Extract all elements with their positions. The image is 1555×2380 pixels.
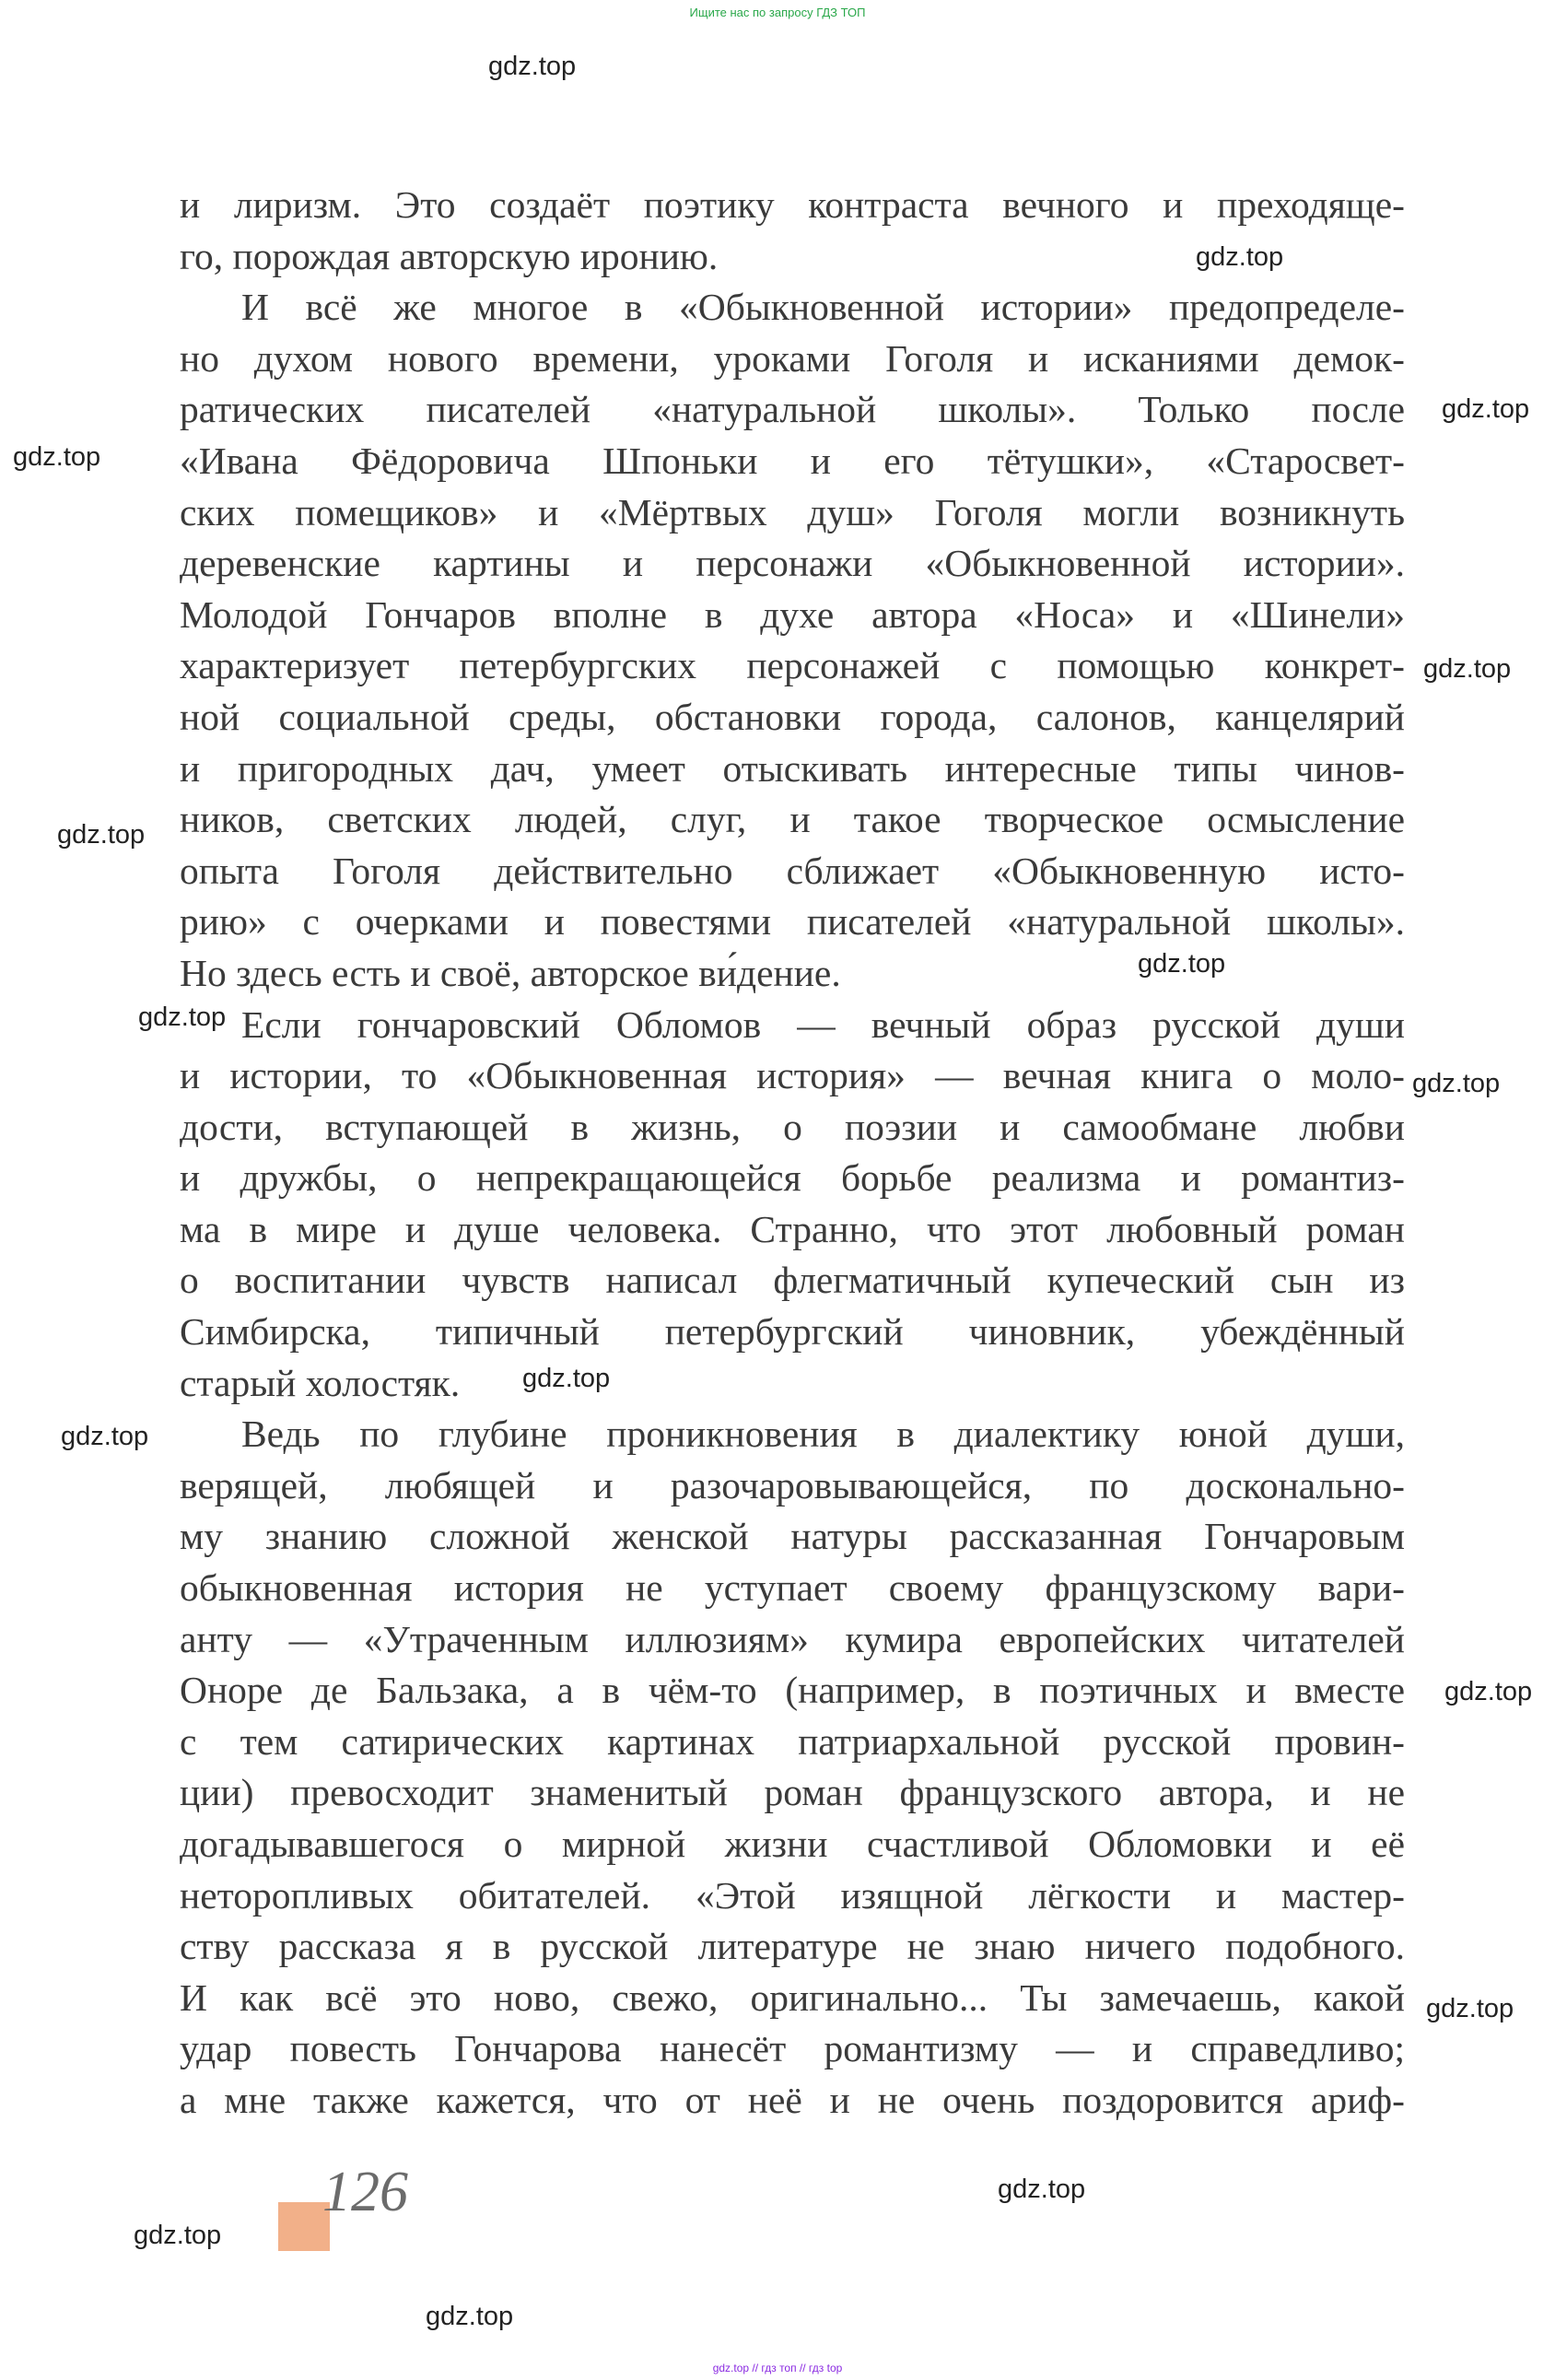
text-line: анту — «Утраченным иллюзиям» кумира европейских читателей bbox=[180, 1617, 1405, 1660]
text-line: деревенские картины и персонажи «Обыкновенной истории». bbox=[180, 542, 1405, 585]
text-line: Симбирска, типичный петербургский чиновник, убеждённый bbox=[180, 1310, 1405, 1354]
watermark: gdz.top bbox=[998, 2175, 1086, 2204]
watermark: gdz.top bbox=[426, 2302, 514, 2331]
text-line: но духом нового времени, уроками Гоголя и исканиями демок- bbox=[180, 336, 1405, 380]
text-line: ма в мире и душе человека. Странно, что этот любовный роман bbox=[180, 1207, 1405, 1250]
watermark: gdz.top bbox=[1426, 1994, 1514, 2023]
text-line: Если гончаровский Обломов — вечный образ русской души bbox=[241, 1002, 1405, 1046]
text-line: о воспитании чувств написал флегматичный купеческий сын из bbox=[180, 1259, 1405, 1302]
header-note: Ищите нас по запросу ГДЗ ТОП bbox=[689, 6, 866, 19]
text-line: и пригородных дач, умеет отыскивать интересные типы чинов- bbox=[180, 746, 1405, 790]
watermark: gdz.top bbox=[138, 1002, 227, 1032]
watermark: gdz.top bbox=[1196, 242, 1284, 272]
body-text bbox=[180, 180, 1405, 2127]
watermark: gdz.top bbox=[1444, 1677, 1533, 1706]
text-line: «Ивана Фёдоровича Шпоньки и его тётушки», «Старосвет- bbox=[180, 439, 1405, 482]
text-line: ников, светских людей, слуг, и такое творческое осмысление bbox=[180, 798, 1405, 841]
text-line: Ведь по глубине проникновения в диалектику юной души, bbox=[241, 1413, 1405, 1456]
text-line: му знанию сложной женской натуры рассказанная Гончаровым bbox=[180, 1515, 1405, 1558]
text-line: с тем сатирических картинах патриархальной русской провин- bbox=[180, 1719, 1405, 1763]
text-line: обыкновенная история не уступает своему французскому вари- bbox=[180, 1566, 1405, 1610]
watermark: gdz.top bbox=[57, 820, 146, 850]
text-line: а мне также кажется, что от неё и не очень поздоровится ариф- bbox=[180, 2078, 1405, 2121]
text-line: дости, вступающей в жизнь, о поэзии и самообмане любви bbox=[180, 1105, 1405, 1148]
watermark: gdz.top bbox=[522, 1364, 611, 1393]
text-line: и лиризм. Это создаёт поэтику контраста вечного и преходяще- bbox=[180, 183, 1405, 226]
text-line: характеризует петербургских персонажей с помощью конкрет- bbox=[180, 644, 1405, 687]
footer-note: gdz.top // гдз топ // гдз top bbox=[712, 2362, 843, 2374]
watermark: gdz.top bbox=[61, 1422, 149, 1451]
text-line: Но здесь есть и своё, авторское ви́дение. bbox=[180, 951, 841, 994]
text-line: старый холостяк. bbox=[180, 1361, 461, 1404]
text-line: ции) превосходит знаменитый роман французского автора, и не bbox=[180, 1771, 1405, 1814]
text-line: опыта Гоголя действительно сближает «Обыкновенную исто- bbox=[180, 849, 1405, 892]
watermark: gdz.top bbox=[488, 52, 577, 81]
text-line: ратических писателей «натуральной школы». Только после bbox=[180, 388, 1405, 431]
watermark: gdz.top bbox=[1442, 394, 1530, 424]
text-line: Оноре де Бальзака, а в чём-то (например, в поэтичных и вместе bbox=[180, 1669, 1405, 1712]
text-line: верящей, любящей и разочаровывающейся, по досконально- bbox=[180, 1463, 1405, 1507]
text-line: И как всё это ново, свежо, оригинально... Ты замечаешь, какой bbox=[180, 1976, 1405, 2019]
text-line: го, порождая авторскую иронию. bbox=[180, 234, 719, 277]
text-line: Молодой Гончаров вполне в духе автора «Носа» и «Шинели» bbox=[180, 592, 1405, 636]
text-line: и истории, то «Обыкновенная история» — вечная книга о моло- bbox=[180, 1054, 1405, 1097]
text-line: и дружбы, о непрекращающейся борьбе реализма и романтиз- bbox=[180, 1156, 1405, 1200]
text-line: неторопливых обитателей. «Этой изящной лёгкости и мастер- bbox=[180, 1873, 1405, 1917]
text-line: ной социальной среды, обстановки города, салонов, канцелярий bbox=[180, 695, 1405, 738]
watermark: gdz.top bbox=[1138, 949, 1226, 979]
watermark: gdz.top bbox=[13, 442, 101, 472]
text-line: догадывавшегося о мирной жизни счастливой Обломовки и её bbox=[180, 1823, 1405, 1865]
watermark: gdz.top bbox=[134, 2221, 222, 2250]
text-line: ских помещиков» и «Мёртвых душ» Гоголя могли возникнуть bbox=[180, 490, 1405, 533]
text-line: удар повесть Гончарова нанесёт романтизму — и справедливо; bbox=[180, 2027, 1405, 2070]
text-line: рию» с очерками и повестями писателей «натуральной школы». bbox=[180, 900, 1405, 944]
text-line: ству рассказа я в русской литературе не знаю ничего подобного. bbox=[180, 1925, 1405, 1968]
watermark: gdz.top bbox=[1412, 1069, 1501, 1098]
text-line: И всё же многое в «Обыкновенной истории» предопределе- bbox=[241, 286, 1405, 329]
page-number: 126 bbox=[322, 2161, 408, 2223]
watermark: gdz.top bbox=[1423, 654, 1512, 684]
